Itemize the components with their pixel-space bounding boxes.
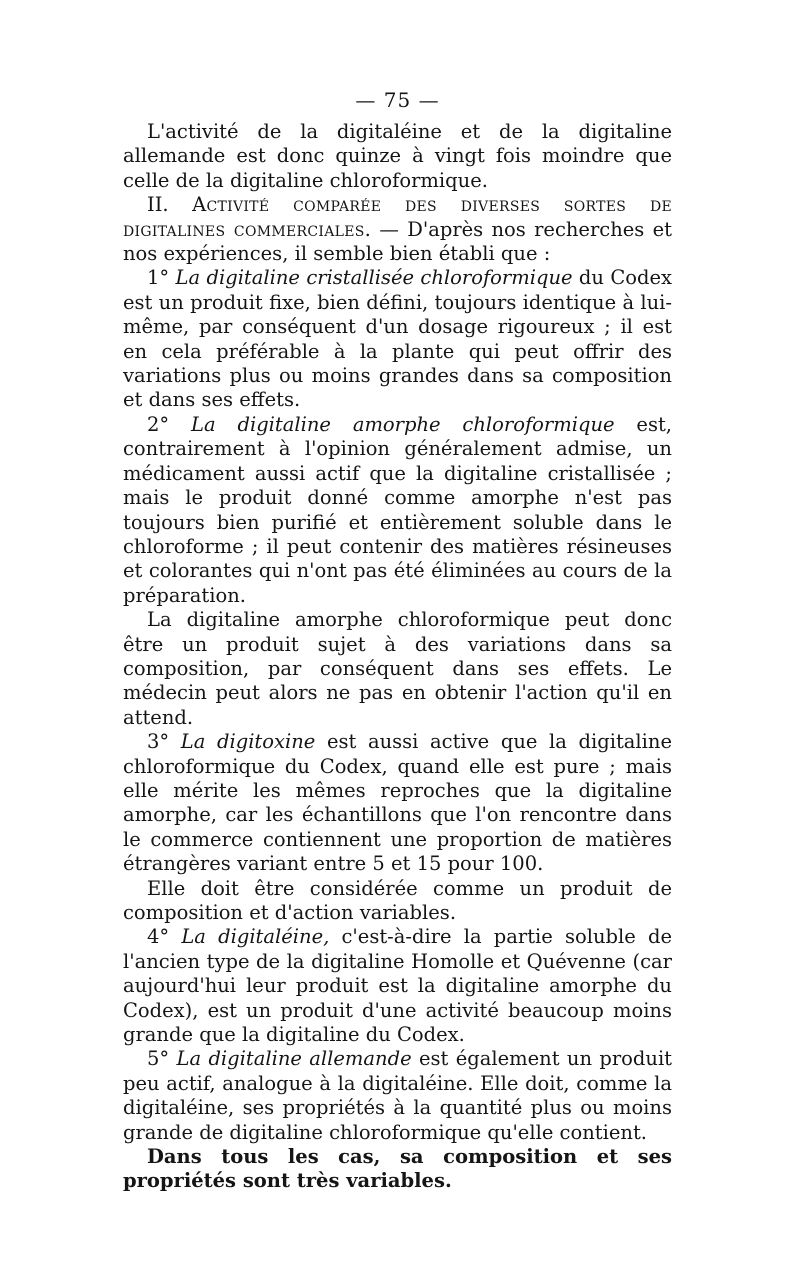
item-5-number: 5°: [147, 1047, 170, 1071]
item-1-title: La digitaline cristallisée chloroformique: [175, 266, 573, 290]
item-1-text: du Codex est un produit fixe, bien défini, toujours identique à lui-même, par conséquent d'un dosage rigoureux ; il est en cela préférable à la plante qui peut offrir des variations plus ou moins grandes dans sa composition et dans ses effets.: [123, 266, 673, 412]
item-5-text: est également un produit peu actif, analogue à la digitaléine. Elle doit, comme la digitaléine, ses propriétés à la quantité plus ou moins grande de digitaline chloroformique qu'elle contient.: [123, 1047, 673, 1144]
section-heading: Activité comparée des diverses sortes de digitalines commerciales.: [123, 193, 673, 241]
item-1-paragraph: [123, 266, 672, 412]
page-number: — 75 —: [355, 88, 440, 112]
section-heading-paragraph: [123, 193, 672, 266]
item-4-title: La digitaléine,: [181, 925, 330, 949]
section-numeral: II.: [147, 193, 169, 217]
section-intro-text: — D'après nos recherches et nos expériences, il semble bien établi que :: [123, 217, 672, 266]
item-4-paragraph: [123, 925, 672, 1047]
item-2-number: 2°: [147, 412, 170, 436]
item-2-text: est, contrairement à l'opinion généralement admise, un médicament aussi actif que la digitaline cristallisée ; mais le produit donné comme amorphe n'est pas toujours bien purifié et entièrement soluble dans le chloroforme ; il peut contenir des matières résineuses et colorantes qui n'ont pas été éliminées au cours de la préparation.: [123, 412, 673, 607]
item-2-title: La digitaline amorphe chloroformique: [191, 412, 615, 436]
item-3-number: 3°: [147, 730, 170, 754]
item-2-paragraph: [123, 413, 672, 608]
body-text: [123, 120, 672, 1194]
paragraph-digitoxin-conclusion: Elle doit être considérée comme un produit de composition et d'action variables.: [123, 876, 672, 924]
item-3-title: La digitoxine: [180, 730, 316, 754]
item-5-paragraph: [123, 1047, 672, 1145]
item-4-number: 4°: [147, 925, 170, 949]
paragraph-conclusion: Dans tous les cas, sa composition et ses propriétés sont très variables.: [123, 1145, 672, 1193]
paragraph-activity: L'activité de la digitaléine et de la digitaline allemande est donc quinze à vingt fois moindre que celle de la digitaline chloroformique.: [123, 120, 672, 192]
item-3-paragraph: [123, 730, 672, 876]
paragraph-amorphous: La digitaline amorphe chloroformique peut donc être un produit sujet à des variations dans sa composition, par conséquent dans ses effets. Le médecin peut alors ne pas en obtenir l'action qu'il en attend.: [123, 608, 672, 729]
item-5-title: La digitaline allemande: [176, 1047, 412, 1071]
item-1-number: 1°: [147, 266, 170, 290]
item-3-text: est aussi active que la digitaline chloroformique du Codex, quand elle est pure ; mais elle mérite les mêmes reproches que la digitaline amorphe, car les échantillons que l'on rencontre dans le commerce contiennent une proportion de matières étrangères variant entre 5 et 15 pour 100.: [123, 730, 672, 876]
item-4-text: c'est-à-dire la partie soluble de l'ancien type de la digitaline Homolle et Quévenne (car aujourd'hui leur produit est la digitaline amorphe du Codex), est un produit d'une activité beaucoup moins grande que la digitaline du Codex.: [123, 925, 673, 1047]
